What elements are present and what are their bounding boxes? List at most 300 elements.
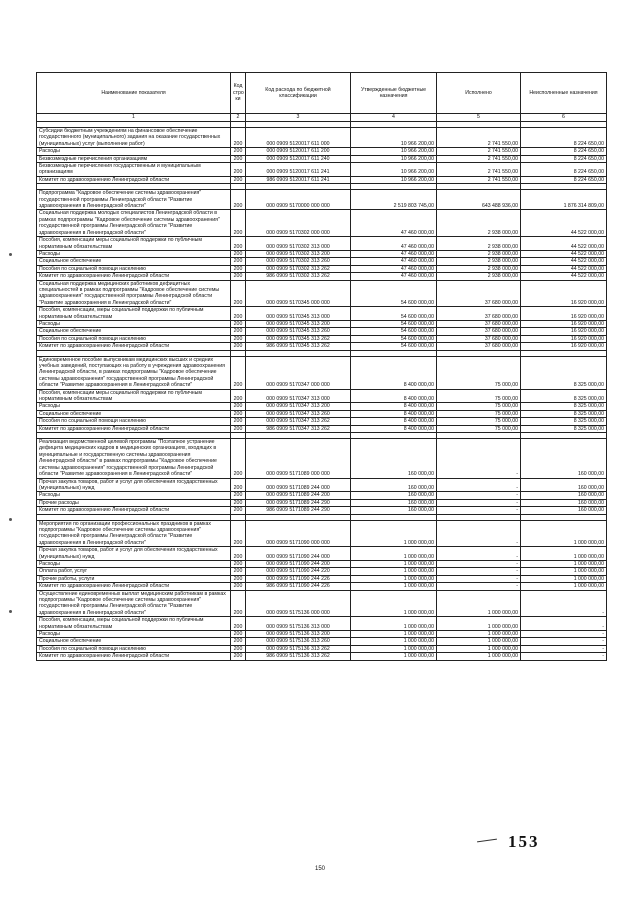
row-approved-amount: 1 000 000,00 [351, 560, 437, 567]
table-row [37, 425, 607, 432]
row-executed-amount: 2 938 000,00 [437, 265, 521, 272]
table-row [37, 389, 607, 403]
row-unexecuted-amount: - [521, 631, 607, 638]
row-classification-code: 986 0909 5170302 313 262 [246, 273, 351, 280]
row-unexecuted-amount: 1 000 000,00 [521, 520, 607, 547]
row-approved-amount: 160 000,00 [351, 492, 437, 499]
row-approved-amount: 1 000 000,00 [351, 631, 437, 638]
row-indicator-name: Комитет по здравоохранению Ленинградской области [37, 273, 231, 280]
row-approved-amount: 1 000 000,00 [351, 617, 437, 631]
row-approved-amount: 8 400 000,00 [351, 389, 437, 403]
row-executed-amount: - [437, 583, 521, 590]
row-line-code: 200 [231, 163, 246, 177]
row-approved-amount: 8 400 000,00 [351, 418, 437, 425]
row-line-code: 200 [231, 403, 246, 410]
row-classification-code: 000 0909 5170345 313 260 [246, 328, 351, 335]
row-unexecuted-amount: - [521, 617, 607, 631]
row-line-code: 200 [231, 425, 246, 432]
row-indicator-name: Субсидии бюджетным учреждениям на финансовое обеспечение государственного (муниципального) задания на оказание государственных (муниципальных) услуг (выполнение работ) [37, 128, 231, 148]
handwritten-sheet-number: 153 [508, 832, 540, 851]
row-indicator-name: Пособия по социальной помощи населению [37, 335, 231, 342]
table-row [37, 478, 607, 492]
row-indicator-name: Мероприятия по организации профессиональных праздников в рамках подпрограммы "Кадровое обеспечение системы здравоохранения" государственной программы Ленинградской области "Развитие здравоохранения в Ленинградской области" [37, 520, 231, 547]
row-indicator-name: Безвозмездные перечисления государственным и муниципальным организациям [37, 163, 231, 177]
row-classification-code: 000 0909 5171090 244 226 [246, 575, 351, 582]
row-approved-amount: 54 600 000,00 [351, 335, 437, 342]
margin-dot [9, 518, 12, 521]
row-line-code: 200 [231, 418, 246, 425]
row-line-code: 200 [231, 128, 246, 148]
table-row [37, 328, 607, 335]
row-unexecuted-amount: 160 000,00 [521, 478, 607, 492]
row-executed-amount: 37 680 000,00 [437, 307, 521, 321]
row-approved-amount: 47 460 000,00 [351, 258, 437, 265]
row-unexecuted-amount: 8 325 000,00 [521, 410, 607, 417]
table-row [37, 273, 607, 280]
table-row [37, 403, 607, 410]
row-executed-amount: 643 488 936,00 [437, 190, 521, 210]
row-indicator-name: Безвозмездные перечисления организациям [37, 155, 231, 162]
row-approved-amount: 10 966 200,00 [351, 163, 437, 177]
row-indicator-name: Единовременное пособие выпускникам медицинских высших и средних учебных заведений, поступающих на работу в учреждения здравоохранения Ленинградской области, в рамках подпрограммы "Кадровое обеспечение системы здравоохранения" государственной программы Ленинградской области "Развитие здравоохранения в Ленинградской области" [37, 356, 231, 389]
header-unexecuted: Неисполненные назначения [521, 73, 607, 114]
row-classification-code: 986 0909 5171089 244 290 [246, 507, 351, 514]
row-executed-amount: 2 938 000,00 [437, 258, 521, 265]
row-indicator-name: Социальное обеспечение [37, 410, 231, 417]
row-executed-amount: 1 000 000,00 [437, 638, 521, 645]
table-row [37, 583, 607, 590]
table-row [37, 237, 607, 251]
row-executed-amount: 2 741 550,00 [437, 163, 521, 177]
row-unexecuted-amount: 1 000 000,00 [521, 583, 607, 590]
budget-execution-table [36, 72, 607, 661]
column-number: 4 [351, 114, 437, 122]
row-line-code: 200 [231, 499, 246, 506]
row-unexecuted-amount: 8 224 650,00 [521, 128, 607, 148]
row-classification-code: 000 0909 5171090 244 200 [246, 560, 351, 567]
row-executed-amount: 2 938 000,00 [437, 210, 521, 237]
row-approved-amount: 1 000 000,00 [351, 520, 437, 547]
row-classification-code: 000 0909 5120017 611 241 [246, 163, 351, 177]
row-classification-code: 000 0909 5175136 313 000 [246, 617, 351, 631]
row-approved-amount: 54 600 000,00 [351, 307, 437, 321]
row-executed-amount: 37 680 000,00 [437, 343, 521, 350]
row-classification-code: 000 0909 5120017 611 000 [246, 128, 351, 148]
row-approved-amount: 10 966 200,00 [351, 128, 437, 148]
column-number: 3 [246, 114, 351, 122]
row-executed-amount: 1 000 000,00 [437, 617, 521, 631]
row-executed-amount: 2 741 550,00 [437, 148, 521, 155]
row-indicator-name: Оплата работ, услуг [37, 568, 231, 575]
table-row [37, 410, 607, 417]
row-executed-amount: 1 000 000,00 [437, 653, 521, 660]
row-approved-amount: 54 600 000,00 [351, 343, 437, 350]
row-classification-code: 000 0909 5170000 000 000 [246, 190, 351, 210]
row-approved-amount: 54 600 000,00 [351, 280, 437, 307]
table-row [37, 280, 607, 307]
row-unexecuted-amount: 8 325 000,00 [521, 356, 607, 389]
header-classification-code: Код расхода по бюджетной классификации [246, 73, 351, 114]
table-row [37, 547, 607, 561]
row-executed-amount: - [437, 520, 521, 547]
row-classification-code: 000 0909 5170345 313 200 [246, 320, 351, 327]
row-indicator-name: Пособия, компенсации меры социальной поддержки по публичным нормативным обязательствам [37, 389, 231, 403]
table-row [37, 250, 607, 257]
row-classification-code: 000 0909 5170302 313 000 [246, 237, 351, 251]
row-approved-amount: 1 000 000,00 [351, 590, 437, 617]
column-number-row [37, 114, 607, 122]
row-classification-code: 000 0909 5171090 244 220 [246, 568, 351, 575]
header-approved: Утвержденные бюджетные назначения [351, 73, 437, 114]
row-indicator-name: Комитет по здравоохранению Ленинградской области [37, 583, 231, 590]
row-approved-amount: 47 460 000,00 [351, 237, 437, 251]
row-unexecuted-amount: 44 522 000,00 [521, 250, 607, 257]
row-classification-code: 000 0909 5170347 313 260 [246, 410, 351, 417]
row-line-code: 200 [231, 250, 246, 257]
row-unexecuted-amount: 8 325 000,00 [521, 389, 607, 403]
row-unexecuted-amount: 16 920 000,00 [521, 328, 607, 335]
table-row [37, 653, 607, 660]
row-classification-code: 000 0909 5171089 244 200 [246, 492, 351, 499]
column-number: 5 [437, 114, 521, 122]
table-row [37, 439, 607, 478]
row-indicator-name: Расходы [37, 492, 231, 499]
row-executed-amount: - [437, 575, 521, 582]
table-row [37, 520, 607, 547]
header-indicator-name: Наименование показателя [37, 73, 231, 114]
table-row [37, 418, 607, 425]
row-approved-amount: 10 966 200,00 [351, 148, 437, 155]
row-indicator-name: Расходы [37, 631, 231, 638]
row-executed-amount: 37 680 000,00 [437, 328, 521, 335]
row-approved-amount: 47 460 000,00 [351, 210, 437, 237]
row-line-code: 200 [231, 190, 246, 210]
row-indicator-name: Социальная поддержка медицинских работников дефицитных специальностей в рамках подпрограммы "Кадровое обеспечение системы здравоохранения" государственной программы Ленинградской области "Развитие здравоохранения в Ленинградской области" [37, 280, 231, 307]
row-indicator-name: Комитет по здравоохранению Ленинградской области [37, 507, 231, 514]
row-indicator-name: Пособия, компенсации, меры социальной поддержки по публичным нормативным обязательствам [37, 617, 231, 631]
row-executed-amount: 37 680 000,00 [437, 280, 521, 307]
table-row [37, 631, 607, 638]
row-approved-amount: 1 000 000,00 [351, 575, 437, 582]
row-approved-amount: 160 000,00 [351, 478, 437, 492]
row-classification-code: 986 0909 5170347 313 262 [246, 425, 351, 432]
row-unexecuted-amount: 1 000 000,00 [521, 575, 607, 582]
row-indicator-name: Комитет по здравоохранению Ленинградской области [37, 425, 231, 432]
row-indicator-name: Комитет по здравоохранению Ленинградской области [37, 176, 231, 183]
row-unexecuted-amount: 8 325 000,00 [521, 425, 607, 432]
row-approved-amount: 1 000 000,00 [351, 568, 437, 575]
row-classification-code: 000 0909 5170347 313 262 [246, 418, 351, 425]
row-classification-code: 000 0909 5170347 313 000 [246, 389, 351, 403]
row-executed-amount: 2 741 550,00 [437, 176, 521, 183]
row-executed-amount: 2 938 000,00 [437, 237, 521, 251]
row-executed-amount: 37 680 000,00 [437, 320, 521, 327]
row-line-code: 200 [231, 547, 246, 561]
row-line-code: 200 [231, 568, 246, 575]
row-unexecuted-amount: 160 000,00 [521, 499, 607, 506]
table-header-row [37, 73, 607, 114]
row-approved-amount: 47 460 000,00 [351, 250, 437, 257]
row-unexecuted-amount: 16 920 000,00 [521, 343, 607, 350]
row-executed-amount: 75 000,00 [437, 425, 521, 432]
row-indicator-name: Расходы [37, 403, 231, 410]
column-number: 1 [37, 114, 231, 122]
row-indicator-name: Реализация ведомственной целевой программы "Поэтапное устранение дефицита медицинских кадров в медицинских организациях, входящих в муниципальные и государственную системы здравоохранения Ленинградской области" в рамках подпрограммы "Кадровое обеспечение системы здравоохранения" государственной программы Ленинградской области "Развитие здравоохранения в Ленинградской области" [37, 439, 231, 478]
row-classification-code: 000 0909 5175136 000 000 [246, 590, 351, 617]
row-classification-code: 000 0909 5175136 313 200 [246, 631, 351, 638]
row-classification-code: 986 0909 5170345 313 262 [246, 343, 351, 350]
row-classification-code: 000 0909 5170345 313 000 [246, 307, 351, 321]
row-indicator-name: Расходы [37, 320, 231, 327]
row-approved-amount: 10 966 200,00 [351, 176, 437, 183]
row-executed-amount: 1 000 000,00 [437, 645, 521, 652]
row-classification-code: 000 0909 5170302 313 200 [246, 250, 351, 257]
row-unexecuted-amount: 160 000,00 [521, 439, 607, 478]
row-approved-amount: 8 400 000,00 [351, 356, 437, 389]
row-classification-code: 000 0909 5120017 611 240 [246, 155, 351, 162]
row-unexecuted-amount: 8 325 000,00 [521, 403, 607, 410]
row-classification-code: 000 0909 5175136 313 260 [246, 638, 351, 645]
table-row [37, 343, 607, 350]
table-row [37, 176, 607, 183]
table-row [37, 617, 607, 631]
row-indicator-name: Расходы [37, 560, 231, 567]
row-line-code: 200 [231, 155, 246, 162]
pen-stroke [477, 839, 497, 843]
row-approved-amount: 47 460 000,00 [351, 273, 437, 280]
row-indicator-name: Прочие работы, услуги [37, 575, 231, 582]
row-unexecuted-amount: 160 000,00 [521, 507, 607, 514]
table-row [37, 320, 607, 327]
row-classification-code: 000 0909 5170347 313 200 [246, 403, 351, 410]
row-unexecuted-amount: 44 522 000,00 [521, 273, 607, 280]
row-classification-code: 000 0909 5175136 313 262 [246, 645, 351, 652]
row-line-code: 200 [231, 653, 246, 660]
table-row [37, 645, 607, 652]
header-line-code: Код стро ки [231, 73, 246, 114]
row-approved-amount: 2 519 803 745,00 [351, 190, 437, 210]
header-executed: Исполнено [437, 73, 521, 114]
row-indicator-name: Прочие расходы [37, 499, 231, 506]
row-line-code: 200 [231, 560, 246, 567]
table-row [37, 307, 607, 321]
row-unexecuted-amount: 1 000 000,00 [521, 568, 607, 575]
table-row [37, 155, 607, 162]
row-indicator-name: Социальное обеспечение [37, 328, 231, 335]
row-executed-amount: 75 000,00 [437, 418, 521, 425]
row-unexecuted-amount: 8 224 650,00 [521, 163, 607, 177]
row-line-code: 200 [231, 439, 246, 478]
row-line-code: 200 [231, 583, 246, 590]
row-executed-amount: 2 938 000,00 [437, 250, 521, 257]
row-approved-amount: 1 000 000,00 [351, 645, 437, 652]
row-line-code: 200 [231, 575, 246, 582]
row-indicator-name: Прочая закупка товаров, работ и услуг для обеспечения государственных (муниципальных) нужд [37, 547, 231, 561]
row-indicator-name: Пособия по социальной помощи населению [37, 645, 231, 652]
row-executed-amount: 1 000 000,00 [437, 590, 521, 617]
row-approved-amount: 8 400 000,00 [351, 425, 437, 432]
row-unexecuted-amount: 16 920 000,00 [521, 320, 607, 327]
row-line-code: 200 [231, 210, 246, 237]
row-indicator-name: Комитет по здравоохранению Ленинградской области [37, 343, 231, 350]
row-approved-amount: 160 000,00 [351, 507, 437, 514]
row-unexecuted-amount: 16 920 000,00 [521, 307, 607, 321]
row-executed-amount: 2 741 550,00 [437, 128, 521, 148]
row-approved-amount: 160 000,00 [351, 499, 437, 506]
row-classification-code: 000 0909 5170345 313 262 [246, 335, 351, 342]
row-indicator-name: Социальное обеспечение [37, 638, 231, 645]
row-indicator-name: Осуществление единовременных выплат медицинским работникам в рамках подпрограммы "Кадровое обеспечение системы здравоохранения" государственной программы Ленинградской области "Развитие здравоохранения в Ленинградской области" [37, 590, 231, 617]
table-row [37, 163, 607, 177]
row-approved-amount: 1 000 000,00 [351, 638, 437, 645]
table-body [37, 122, 607, 661]
row-classification-code: 000 0909 5170347 000 000 [246, 356, 351, 389]
row-executed-amount: - [437, 560, 521, 567]
row-indicator-name: Подпрограмма "Кадровое обеспечение системы здравоохранения" государственной программы Ленинградской области "Развитие здравоохранения в Ленинградской области" [37, 190, 231, 210]
row-line-code: 200 [231, 258, 246, 265]
row-approved-amount: 47 460 000,00 [351, 265, 437, 272]
table-row [37, 356, 607, 389]
row-executed-amount: - [437, 478, 521, 492]
row-executed-amount: 75 000,00 [437, 389, 521, 403]
row-line-code: 200 [231, 237, 246, 251]
row-unexecuted-amount: 44 522 000,00 [521, 210, 607, 237]
row-classification-code: 000 0909 5171089 244 290 [246, 499, 351, 506]
table-row [37, 575, 607, 582]
row-line-code: 200 [231, 280, 246, 307]
row-executed-amount: 2 741 550,00 [437, 155, 521, 162]
row-executed-amount: 37 680 000,00 [437, 335, 521, 342]
row-executed-amount: - [437, 499, 521, 506]
row-line-code: 200 [231, 273, 246, 280]
row-classification-code: 000 0909 5171089 244 000 [246, 478, 351, 492]
row-classification-code: 000 0909 5171090 244 000 [246, 547, 351, 561]
row-line-code: 200 [231, 320, 246, 327]
row-unexecuted-amount: 8 325 000,00 [521, 418, 607, 425]
row-indicator-name: Пособия, компенсации меры социальной поддержки по публичным нормативным обязательствам [37, 237, 231, 251]
row-line-code: 200 [231, 343, 246, 350]
row-executed-amount: 75 000,00 [437, 410, 521, 417]
table-row [37, 210, 607, 237]
row-classification-code: 000 0909 5171089 000 000 [246, 439, 351, 478]
row-line-code: 200 [231, 638, 246, 645]
row-executed-amount: - [437, 507, 521, 514]
row-executed-amount: - [437, 492, 521, 499]
row-unexecuted-amount: 8 224 650,00 [521, 176, 607, 183]
row-unexecuted-amount: - [521, 590, 607, 617]
row-unexecuted-amount: 16 920 000,00 [521, 335, 607, 342]
row-executed-amount: - [437, 439, 521, 478]
row-indicator-name: Пособия по социальной помощи населению [37, 265, 231, 272]
row-classification-code: 000 0909 5170302 313 260 [246, 258, 351, 265]
row-line-code: 200 [231, 356, 246, 389]
row-classification-code: 986 0909 5120017 611 241 [246, 176, 351, 183]
row-line-code: 200 [231, 176, 246, 183]
row-line-code: 200 [231, 492, 246, 499]
row-line-code: 200 [231, 631, 246, 638]
row-classification-code: 000 0909 5170302 000 000 [246, 210, 351, 237]
row-classification-code: 000 0909 5120017 611 200 [246, 148, 351, 155]
row-indicator-name: Прочая закупка товаров, работ и услуг для обеспечения государственных (муниципальных) нужд [37, 478, 231, 492]
row-classification-code: 986 0909 5171090 244 226 [246, 583, 351, 590]
row-line-code: 200 [231, 148, 246, 155]
row-unexecuted-amount: - [521, 645, 607, 652]
row-unexecuted-amount: 1 000 000,00 [521, 560, 607, 567]
table-row [37, 492, 607, 499]
table-row [37, 560, 607, 567]
page-number: 150 [314, 866, 325, 872]
row-classification-code: 000 0909 5170345 000 000 [246, 280, 351, 307]
row-indicator-name: Социальное обеспечение [37, 258, 231, 265]
table-row [37, 638, 607, 645]
row-approved-amount: 160 000,00 [351, 439, 437, 478]
margin-dot [9, 610, 12, 613]
row-line-code: 200 [231, 307, 246, 321]
row-approved-amount: 8 400 000,00 [351, 403, 437, 410]
row-indicator-name: Пособия, компенсации, меры социальной поддержки по публичным нормативным обязательствам [37, 307, 231, 321]
row-executed-amount: - [437, 568, 521, 575]
row-executed-amount: 2 938 000,00 [437, 273, 521, 280]
row-executed-amount: 1 000 000,00 [437, 631, 521, 638]
row-line-code: 200 [231, 478, 246, 492]
row-line-code: 200 [231, 328, 246, 335]
row-unexecuted-amount: 1 000 000,00 [521, 547, 607, 561]
row-unexecuted-amount: 8 224 650,00 [521, 155, 607, 162]
row-approved-amount: 1 000 000,00 [351, 583, 437, 590]
row-unexecuted-amount: 44 522 000,00 [521, 265, 607, 272]
row-unexecuted-amount: 44 522 000,00 [521, 258, 607, 265]
row-line-code: 200 [231, 389, 246, 403]
row-classification-code: 986 0909 5175136 313 262 [246, 653, 351, 660]
row-unexecuted-amount: 44 522 000,00 [521, 237, 607, 251]
row-unexecuted-amount: 16 920 000,00 [521, 280, 607, 307]
table-row [37, 507, 607, 514]
row-line-code: 200 [231, 265, 246, 272]
row-unexecuted-amount: 160 000,00 [521, 492, 607, 499]
row-executed-amount: 75 000,00 [437, 403, 521, 410]
table-row [37, 499, 607, 506]
row-line-code: 200 [231, 645, 246, 652]
row-line-code: 200 [231, 590, 246, 617]
row-indicator-name: Расходы [37, 148, 231, 155]
row-approved-amount: 54 600 000,00 [351, 320, 437, 327]
table-row [37, 265, 607, 272]
margin-dot [9, 253, 12, 256]
row-indicator-name: Социальная поддержка молодых специалистов Ленинградской области в рамках подпрограммы "Кадровое обеспечение системы здравоохранения" государственной программы Ленинградской области "Развитие здравоохранения в Ленинградской области" [37, 210, 231, 237]
column-number: 6 [521, 114, 607, 122]
row-line-code: 200 [231, 335, 246, 342]
row-unexecuted-amount: - [521, 653, 607, 660]
row-classification-code: 000 0909 5171090 000 000 [246, 520, 351, 547]
row-approved-amount: 54 600 000,00 [351, 328, 437, 335]
row-indicator-name: Пособия по социальной помощи населению [37, 418, 231, 425]
row-executed-amount: 75 000,00 [437, 356, 521, 389]
table-row [37, 190, 607, 210]
row-classification-code: 000 0909 5170302 313 262 [246, 265, 351, 272]
row-unexecuted-amount: 1 876 314 809,00 [521, 190, 607, 210]
row-approved-amount: 1 000 000,00 [351, 547, 437, 561]
table-row [37, 590, 607, 617]
row-unexecuted-amount: 8 224 650,00 [521, 148, 607, 155]
row-line-code: 200 [231, 410, 246, 417]
row-approved-amount: 8 400 000,00 [351, 410, 437, 417]
table-row [37, 258, 607, 265]
row-line-code: 200 [231, 507, 246, 514]
table-row [37, 568, 607, 575]
budget-report-sheet [36, 72, 606, 661]
table-row [37, 335, 607, 342]
column-number: 2 [231, 114, 246, 122]
